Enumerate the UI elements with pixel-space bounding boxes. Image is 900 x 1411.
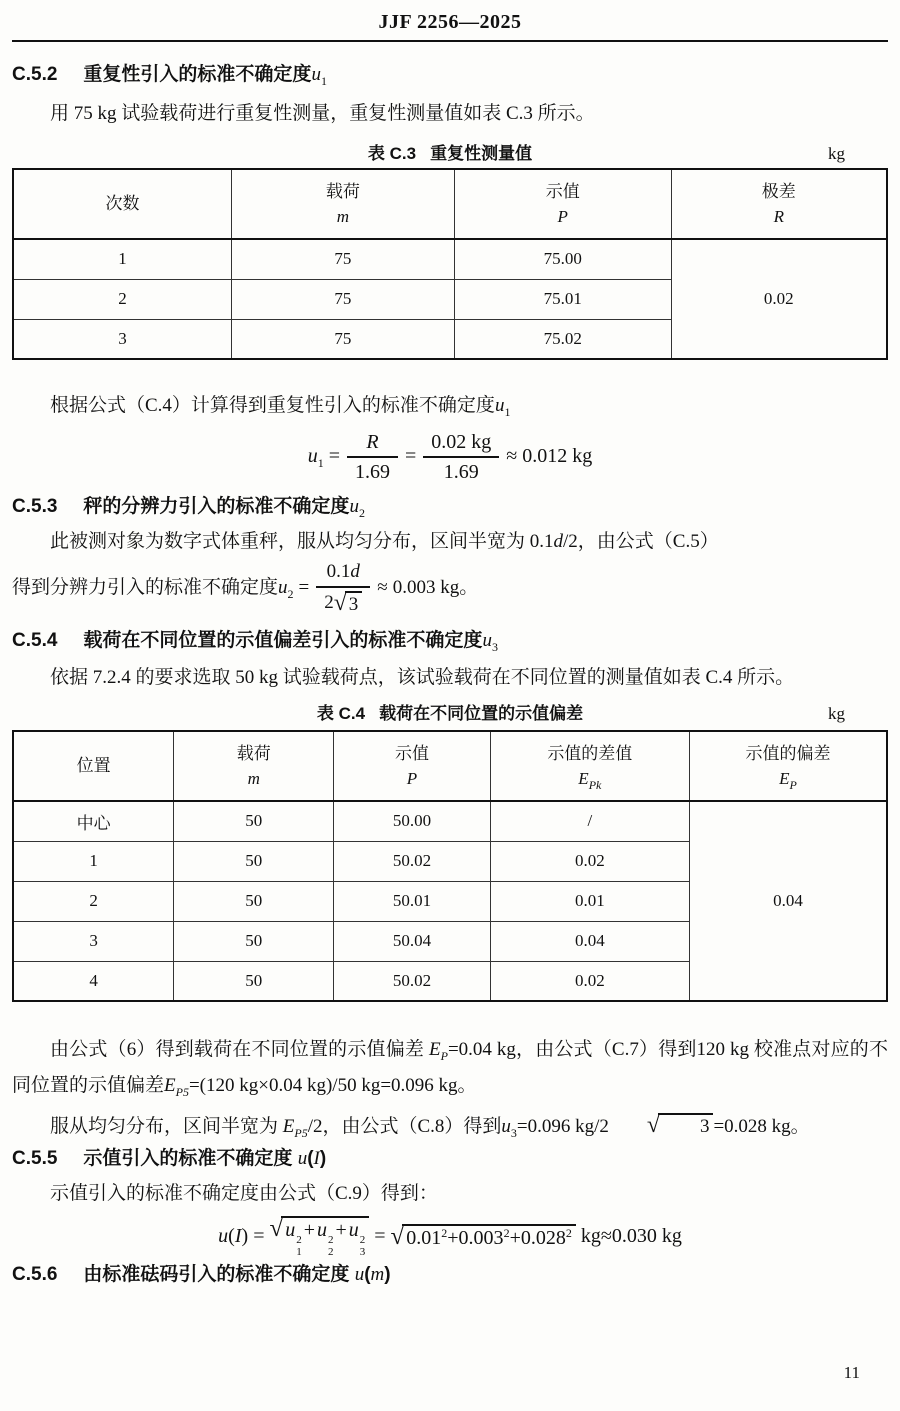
unit: kg [575, 1225, 601, 1247]
paragraph-c52 [12, 96, 888, 132]
radical-sign: √ [333, 590, 347, 617]
table-cell: 50 [174, 961, 334, 1001]
paragraph-c53-line1 [12, 524, 888, 560]
clause-title: 秤的分辨力引入的标准不确定度 [83, 496, 350, 517]
paragraph-text: 示值引入的标准不确定度由公式（C.9）得到： [50, 1183, 438, 1204]
formula-u1 [12, 424, 888, 488]
math-var-sub: 3 [491, 640, 498, 654]
paragraph-after-c4-1 [12, 1032, 888, 1104]
plus-sign: + [303, 1218, 315, 1241]
equals-sign: = [405, 445, 417, 467]
col-header-label: 载荷 [236, 743, 271, 763]
math-var-u: u [348, 1218, 359, 1241]
col-header-symbol [690, 768, 886, 790]
table-cell: / [490, 801, 689, 841]
math-var-sub: P [789, 777, 797, 792]
square-root [269, 1216, 369, 1259]
doc-number: JJF 2256—2025 [378, 11, 522, 33]
math-var-u: u [482, 630, 492, 651]
math-var-u: u [285, 1218, 296, 1241]
index: 2 [327, 1246, 334, 1259]
table-c3-caption [12, 142, 888, 166]
equals-sign: = [374, 1225, 386, 1247]
math-var-u: u [311, 64, 321, 85]
fraction-numerator: R [347, 431, 398, 458]
number: 0.1 [326, 561, 351, 583]
table-cell: 中心 [13, 801, 174, 841]
math-var-m: m [370, 1264, 385, 1285]
clause-number: C.5.6 [12, 1264, 58, 1285]
col-header-label: 示值 [394, 743, 429, 763]
math-var-E: E [779, 768, 790, 788]
table-cell-merged-deviation: 0.04 [689, 801, 887, 1001]
table-c4-col-position [13, 731, 174, 801]
col-header-label: 载荷 [325, 181, 360, 201]
exponent: 2 [441, 1226, 448, 1241]
approx-sign: ≈ [506, 445, 518, 467]
fraction-denominator [316, 588, 370, 616]
col-header-label: 示值的差值 [547, 743, 633, 763]
table-c4-unit: kg [828, 704, 845, 723]
table-cell: 3 [13, 319, 232, 359]
formula-result: 0.012 kg [522, 445, 593, 467]
table-c4 [12, 730, 888, 1002]
paren-open: ( [364, 1264, 371, 1285]
equals-sign: = [253, 1225, 265, 1247]
math-var-E: E [282, 1116, 295, 1137]
math-var-sub: P5 [175, 1085, 189, 1099]
fraction-numerator [316, 561, 370, 588]
table-c3-header-row [13, 169, 887, 239]
stacked-scripts [360, 1234, 366, 1259]
table-cell: 50.01 [334, 881, 490, 921]
equals-sign: = [328, 445, 340, 467]
square-root [391, 1224, 576, 1250]
clause-heading-c55 [12, 1146, 888, 1172]
table-cell: 75 [232, 319, 455, 359]
col-header-symbol: m [247, 768, 260, 788]
fraction-numerator: 0.02 kg [423, 431, 499, 458]
table-c4-caption-label: 表 C.4 [316, 704, 366, 723]
fraction [347, 431, 398, 483]
table-c3-col-range [671, 169, 887, 239]
table-c3-caption-label: 表 C.3 [367, 144, 417, 163]
paragraph-text: 根据公式（C.4）计算得到重复性引入的标准不确定度 [50, 395, 495, 416]
formula-result: 0.030 kg [611, 1225, 682, 1247]
col-header-label: 位置 [76, 756, 111, 775]
table-c3-col-count [13, 169, 232, 239]
table-cell: 75 [232, 239, 455, 279]
table-c4-col-deviation [689, 731, 887, 801]
stacked-scripts [328, 1234, 334, 1259]
table-cell: 75 [232, 279, 455, 319]
table-cell: 50.02 [334, 841, 490, 881]
table-c4-col-difference [490, 731, 689, 801]
paragraph-text: 由公式（6）得到载荷在不同位置的示值偏差 [50, 1039, 429, 1060]
radicand: 3 [658, 1113, 714, 1138]
table-c4-caption-title: 载荷在不同位置的示值偏差 [379, 704, 584, 723]
math-var-sub: 1 [504, 405, 511, 419]
exponent: 2 [296, 1233, 302, 1246]
table-c3-col-load [232, 169, 455, 239]
table-c4-caption [12, 702, 888, 726]
math-var-d: d [553, 531, 564, 552]
math-var-u: u [494, 395, 505, 416]
number: 2 [324, 592, 334, 613]
number: +0.003 [447, 1227, 504, 1250]
exponent: 2 [327, 1233, 334, 1246]
math-var-u: u [307, 445, 318, 467]
table-cell: 50 [174, 881, 334, 921]
clause-number: C.5.4 [12, 630, 58, 651]
col-header-label: 极差 [761, 181, 796, 201]
math-var-sub: 1 [317, 456, 324, 470]
col-header-symbol: P [557, 206, 568, 226]
paragraph-text: =0.04 kg，由公式（C.7）得到120 kg 校准点对应的不同位置的示值偏差 [12, 1039, 888, 1096]
clause-title: 由标准砝码引入的标准不确定度 [83, 1264, 355, 1285]
table-cell: 0.01 [490, 881, 689, 921]
clause-title: 载荷在不同位置的示值偏差引入的标准不确定度 [83, 630, 483, 651]
approx-sign: ≈ [600, 1225, 612, 1247]
paragraph-text: 依据 7.2.4 的要求选取 50 kg 试验载荷点，该试验载荷在不同位置的测量值如表 C.4 所示。 [50, 667, 795, 688]
plus-sign: + [335, 1218, 347, 1241]
paragraph-c55 [12, 1176, 888, 1212]
math-var-sub: 2 [287, 587, 294, 601]
table-cell: 0.02 [490, 961, 689, 1001]
table-c4-col-load [174, 731, 334, 801]
math-var-sub: 2 [358, 506, 365, 520]
paragraph-text: 得到分辨力引入的标准不确定度 [12, 577, 279, 598]
table-cell: 2 [13, 881, 174, 921]
math-var-I: I [313, 1148, 320, 1169]
table-cell: 75.00 [454, 239, 671, 279]
table-c3-caption-title: 重复性测量值 [430, 144, 533, 163]
paragraph-text: /2，由公式（C.5） [563, 531, 719, 552]
page-number: 11 [843, 1363, 860, 1382]
col-header-label: 示值的偏差 [745, 743, 831, 763]
table-cell: 1 [13, 841, 174, 881]
table-c3-unit: kg [828, 144, 845, 163]
paren-open: ( [307, 1148, 314, 1169]
math-var-I: I [234, 1225, 242, 1247]
clause-number: C.5.2 [12, 64, 58, 85]
paragraph-text: 服从均匀分布，区间半宽为 [50, 1116, 283, 1137]
col-header-symbol: P [406, 768, 418, 788]
table-cell: 50 [174, 841, 334, 881]
paragraph-text: =0.096 kg/2 [516, 1116, 609, 1137]
approx-sign: ≈ [377, 577, 388, 598]
math-var-E: E [429, 1039, 441, 1060]
math-var-d: d [350, 561, 360, 583]
square-root [334, 591, 363, 616]
square-root [609, 1113, 714, 1138]
stacked-scripts [296, 1234, 302, 1259]
table-cell: 0.02 [490, 841, 689, 881]
fraction-denominator: 1.69 [443, 461, 479, 484]
paren-close: ) [319, 1148, 327, 1169]
table-cell-merged-range: 0.02 [671, 239, 887, 359]
table-cell: 3 [13, 921, 174, 961]
fraction [423, 431, 499, 483]
paragraph-c54 [12, 660, 888, 696]
paragraph-text: 用 75 kg 试验载荷进行重复性测量，重复性测量值如表 C.3 所示。 [50, 103, 595, 124]
table-c3 [12, 168, 888, 360]
paragraph-text: =0.028 kg。 [713, 1116, 810, 1137]
exponent: 2 [503, 1226, 510, 1241]
table-c4-col-indication [334, 731, 490, 801]
paren-close: ) [241, 1225, 249, 1247]
math-var-u: u [501, 1116, 511, 1137]
table-cell: 50.04 [334, 921, 490, 961]
col-header-symbol [491, 768, 689, 790]
table-row [13, 801, 887, 841]
clause-heading-c56 [12, 1262, 888, 1288]
exponent: 2 [359, 1233, 366, 1246]
table-cell: 0.04 [490, 921, 689, 961]
table-cell: 50.02 [334, 961, 490, 1001]
radical-sign: √ [646, 1112, 660, 1138]
paragraph-c52-leadin [12, 388, 888, 424]
clause-number: C.5.3 [12, 496, 58, 517]
math-var-u: u [297, 1148, 308, 1169]
math-var-E: E [578, 768, 589, 788]
index: 1 [296, 1246, 302, 1259]
math-var-u: u [354, 1264, 365, 1285]
math-var-sub: 3 [510, 1126, 517, 1140]
math-var-sub: Pk [588, 777, 602, 792]
col-header-label: 次数 [105, 194, 140, 213]
table-c4-header-row [13, 731, 887, 801]
clause-title: 重复性引入的标准不确定度 [83, 64, 312, 85]
table-cell: 50.00 [334, 801, 490, 841]
formula-result: 0.003 kg。 [392, 577, 479, 598]
paren-open: ( [228, 1225, 235, 1247]
radicand: 3 [345, 591, 363, 616]
paragraph-text: 此被测对象为数字式体重秤，服从均匀分布，区间半宽为 0.1 [50, 531, 554, 552]
math-var-sub: P [440, 1049, 448, 1063]
math-var-sub: 1 [320, 74, 327, 88]
math-var-u: u [218, 1225, 229, 1247]
formula-uI [12, 1214, 888, 1258]
number: 0.01 [406, 1227, 442, 1250]
math-var-sub: P5 [294, 1126, 308, 1140]
col-header-symbol: m [336, 206, 350, 226]
radical-sign: √ [390, 1223, 405, 1251]
paragraph-c53-line2-formula [12, 560, 888, 616]
table-cell: 2 [13, 279, 232, 319]
header-rule [12, 40, 888, 42]
paragraph-text: =(120 kg×0.04 kg)/50 kg=0.096 kg。 [188, 1075, 477, 1096]
equals-sign: = [298, 577, 310, 598]
table-cell: 75.01 [454, 279, 671, 319]
paragraph-text: /2，由公式（C.8）得到 [307, 1116, 502, 1137]
fraction-denominator: 1.69 [355, 461, 390, 484]
math-var-u: u [316, 1218, 327, 1241]
table-cell: 75.02 [454, 319, 671, 359]
math-var-E: E [164, 1075, 176, 1096]
clause-heading-c54 [12, 628, 888, 654]
clause-heading-c52 [12, 62, 888, 88]
table-cell: 4 [13, 961, 174, 1001]
col-header-symbol: R [773, 206, 784, 226]
paragraph-after-c4-2 [12, 1108, 888, 1146]
number: +0.028 [509, 1227, 566, 1250]
clause-heading-c53 [12, 494, 888, 520]
paren-close: ) [384, 1264, 391, 1285]
table-cell: 50 [174, 921, 334, 961]
index: 3 [359, 1246, 366, 1259]
clause-number: C.5.5 [12, 1148, 58, 1169]
radicand [402, 1224, 576, 1250]
table-cell: 50 [174, 801, 334, 841]
col-header-label: 示值 [545, 181, 580, 201]
table-cell: 1 [13, 239, 232, 279]
math-var-u: u [349, 496, 359, 517]
radical-sign: √ [269, 1214, 284, 1242]
fraction [316, 561, 370, 616]
math-var-u: u [278, 577, 288, 598]
radicand [281, 1216, 369, 1259]
table-row [13, 239, 887, 279]
table-c3-col-indication [454, 169, 671, 239]
exponent: 2 [565, 1226, 572, 1241]
clause-title: 示值引入的标准不确定度 [83, 1148, 298, 1169]
